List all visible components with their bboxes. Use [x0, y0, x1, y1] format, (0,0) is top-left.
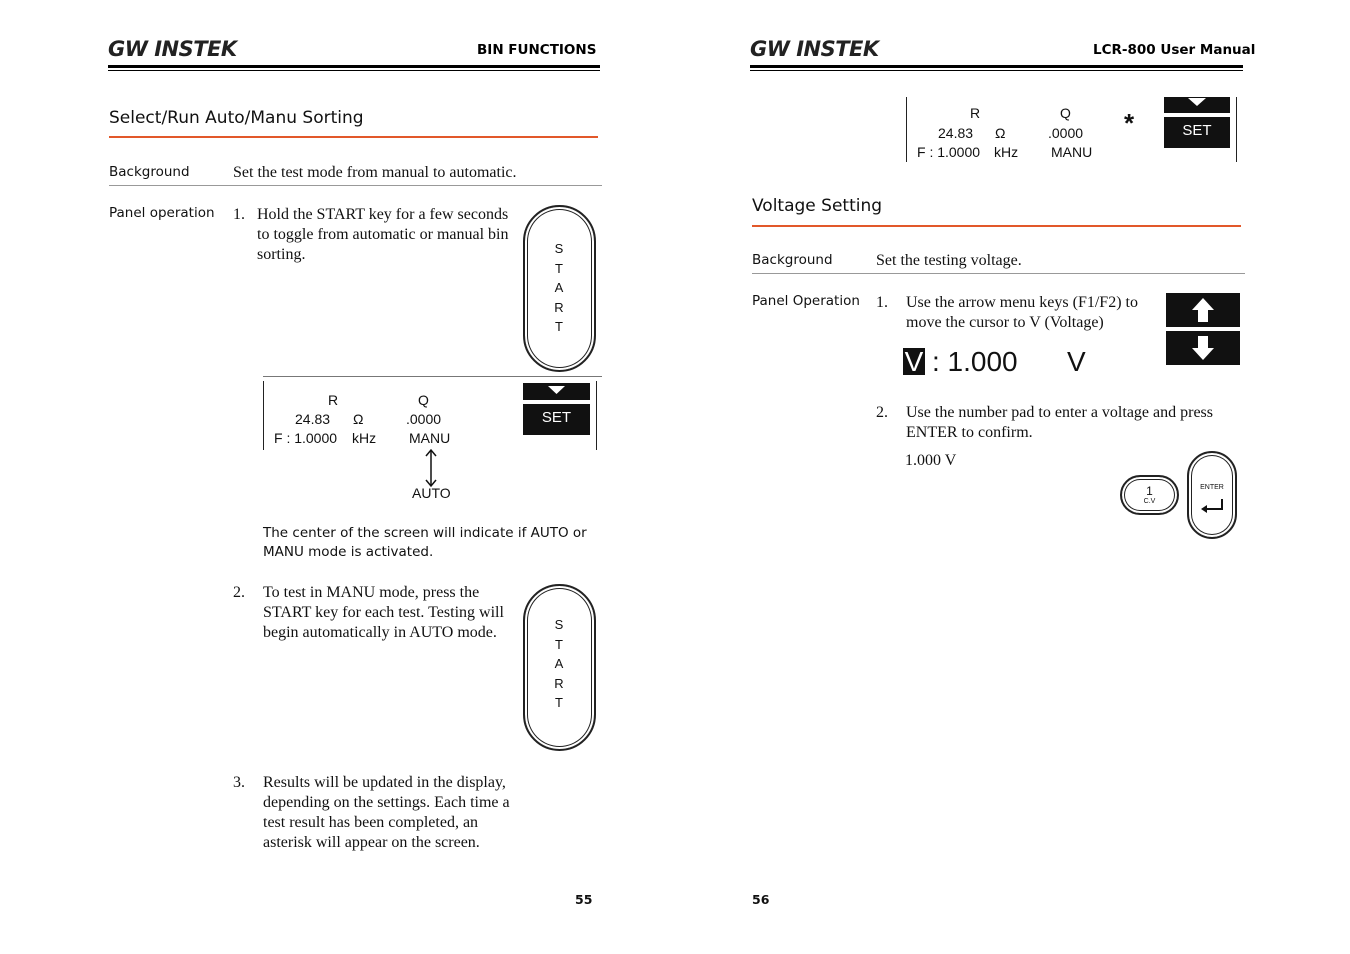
number-key-1[interactable]	[1120, 475, 1179, 515]
background-text: Set the testing voltage.	[876, 252, 1022, 269]
lcd-r-value: 24.83	[295, 411, 331, 427]
section-rule	[752, 225, 1241, 227]
start-key-letter: R	[554, 675, 564, 691]
background-rule	[109, 185, 602, 186]
lcd-ohm-unit: Ω	[995, 125, 1006, 141]
start-key-letter: R	[554, 299, 564, 315]
start-key-letter: T	[555, 319, 563, 334]
voltage-unit: V	[1067, 346, 1086, 377]
start-key-letter: T	[555, 695, 563, 710]
menu-down-button[interactable]	[1164, 97, 1230, 113]
header-rule-thin	[108, 70, 600, 71]
background-label: Background	[752, 252, 833, 268]
lcd-auto-mode: AUTO	[412, 485, 451, 501]
up-arrow-icon	[1166, 293, 1240, 327]
number-key-1-sublabel: C.V	[1143, 498, 1156, 505]
start-key-letter: T	[555, 260, 563, 276]
panel-operation-label: Panel Operation	[752, 293, 860, 309]
section-title: Select/Run Auto/Manu Sorting	[109, 108, 364, 128]
f1-up-key[interactable]	[1166, 293, 1240, 327]
section-rule	[109, 136, 598, 138]
header-rule-thin	[750, 70, 1243, 71]
start-key-letter: S	[554, 241, 564, 256]
header-title: LCR-800 User Manual	[1093, 42, 1256, 58]
step-3-number: 3.	[233, 774, 245, 791]
page-number: 55	[575, 892, 593, 907]
number-key-1-label: 1	[1146, 484, 1153, 498]
example-value: 1.000 V	[905, 452, 957, 469]
brand-logo: GW INSTEK	[108, 37, 237, 61]
voltage-cursor: V	[904, 346, 924, 377]
header-rule	[108, 65, 600, 68]
start-key[interactable]	[523, 205, 596, 372]
lcd-q-value: .0000	[1048, 125, 1084, 141]
down-arrow-icon	[1164, 97, 1230, 113]
toggle-arrow-icon	[423, 447, 439, 489]
lcd-khz-unit: kHz	[994, 144, 1019, 160]
step-1-text: Hold the START key for a few seconds to toggle from automatic or manual bin sorting.	[257, 206, 509, 263]
step-1-text: Use the arrow menu keys (F1/F2) to move the cursor to V (Voltage)	[906, 294, 1138, 331]
background-rule	[752, 273, 1245, 274]
lcd-mode: MANU	[1051, 144, 1093, 160]
background-text: Set the test mode from manual to automatic.	[233, 164, 517, 181]
menu-down-button[interactable]	[523, 383, 590, 400]
lcd-frequency: F : 1.0000	[274, 430, 338, 446]
start-key-letter: S	[554, 617, 564, 632]
voltage-value: : 1.000	[932, 346, 1018, 377]
lcd-asterisk: *	[1124, 108, 1135, 138]
step-3-text: Results will be updated in the display, depending on the settings. Each time a test result has been completed, an asterisk will appear on the screen.	[263, 774, 510, 851]
lcd-khz-unit: kHz	[352, 430, 377, 446]
start-key-letter: A	[554, 280, 564, 295]
header-rule	[750, 65, 1243, 68]
set-button[interactable]: SET	[1164, 117, 1230, 148]
lcd-r-label: R	[970, 105, 981, 121]
step-2-number: 2.	[233, 584, 245, 601]
lcd-mode: MANU	[409, 430, 451, 446]
step-1-number: 1.	[233, 206, 245, 223]
brand-logo: GW INSTEK	[750, 37, 879, 61]
set-button[interactable]: SET	[523, 404, 590, 435]
lcd-q-label: Q	[418, 392, 429, 408]
step-2-text: To test in MANU mode, press the START key for each test. Testing will begin automatically in AUTO mode.	[263, 584, 504, 641]
lcd-ohm-unit: Ω	[353, 411, 364, 427]
display-caption: The center of the screen will indicate if AUTO or MANU mode is activated.	[263, 525, 587, 560]
down-arrow-icon	[523, 383, 590, 400]
enter-key-label: ENTER	[1200, 484, 1224, 491]
enter-arrow-icon	[1198, 497, 1228, 515]
section-title: Voltage Setting	[752, 196, 883, 216]
down-arrow-icon	[1166, 331, 1240, 365]
lcd-r-label: R	[328, 392, 339, 408]
step-1-number: 1.	[876, 294, 888, 311]
header-title: BIN FUNCTIONS	[477, 42, 597, 58]
f2-down-key[interactable]	[1166, 331, 1240, 365]
start-key-letter: A	[554, 656, 564, 671]
enter-key[interactable]	[1187, 451, 1237, 539]
start-key[interactable]	[523, 584, 596, 751]
lcd-q-value: .0000	[406, 411, 442, 427]
step-2-text: Use the number pad to enter a voltage and press ENTER to confirm.	[906, 404, 1214, 441]
step-2-number: 2.	[876, 404, 888, 421]
start-key-letter: T	[555, 636, 563, 652]
panel-operation-label: Panel operation	[109, 205, 215, 221]
lcd-frequency: F : 1.0000	[917, 144, 981, 160]
lcd-r-value: 24.83	[938, 125, 974, 141]
page-number: 56	[752, 892, 770, 907]
background-label: Background	[109, 164, 190, 180]
lcd-q-label: Q	[1060, 105, 1071, 121]
